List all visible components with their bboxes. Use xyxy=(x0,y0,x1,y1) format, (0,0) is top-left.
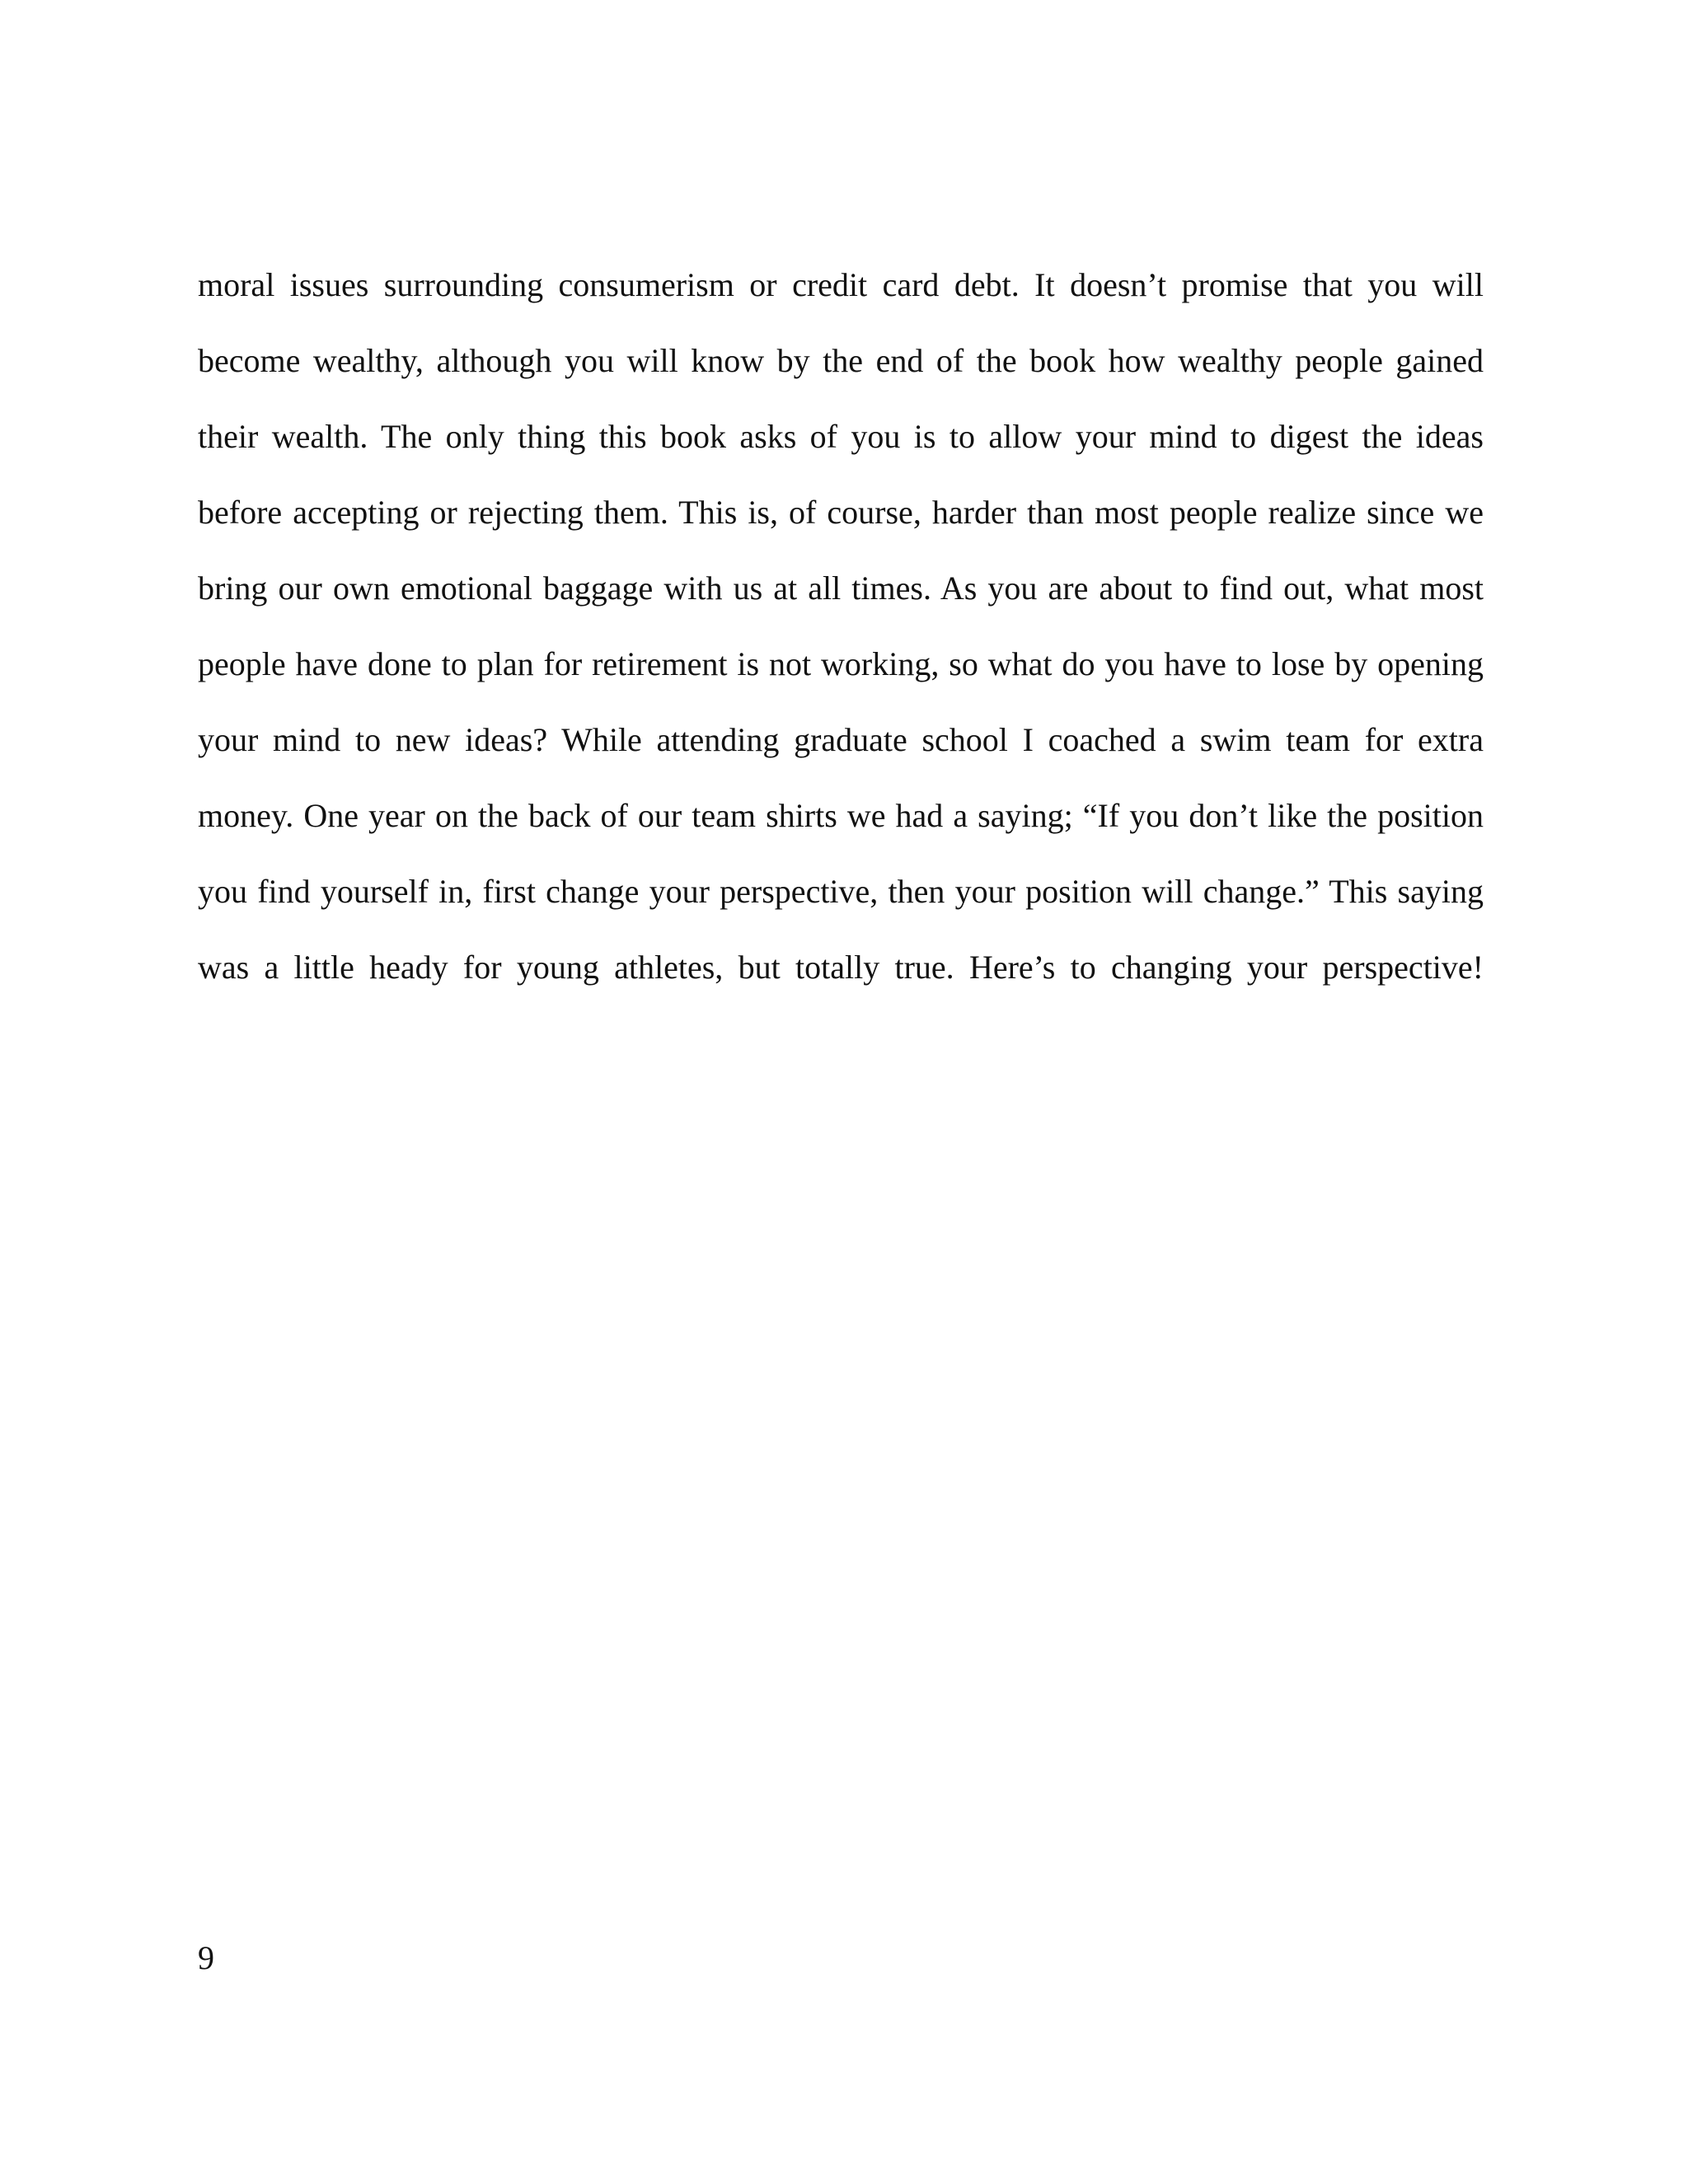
paragraph-line: was a little heady for young athletes, but totally true. Here’s to changing your perspective! xyxy=(198,949,1484,986)
paragraph-line: you find yourself in, first change your perspective, then your position will change.” This saying xyxy=(198,873,1484,910)
paragraph-line: before accepting or rejecting them. This is, of course, harder than most people realize since we xyxy=(198,494,1484,531)
paragraph-line: become wealthy, although you will know by the end of the book how wealthy people gained xyxy=(198,342,1484,379)
paragraph-line: bring our own emotional baggage with us at all times. As you are about to find out, what most xyxy=(198,569,1484,607)
paragraph-line: your mind to new ideas? While attending graduate school I coached a swim team for extra xyxy=(198,721,1484,758)
paragraph-line: moral issues surrounding consumerism or credit card debt. It doesn’t promise that you will xyxy=(198,266,1484,303)
paragraph-line: their wealth. The only thing this book asks of you is to allow your mind to digest the ideas xyxy=(198,418,1484,455)
body-paragraph xyxy=(198,255,1484,1014)
paragraph-line: people have done to plan for retirement is not working, so what do you have to lose by opening xyxy=(198,645,1484,682)
paragraph-line: money. One year on the back of our team shirts we had a saying; “If you don’t like the position xyxy=(198,797,1484,834)
page-number: 9 xyxy=(198,1939,214,1976)
